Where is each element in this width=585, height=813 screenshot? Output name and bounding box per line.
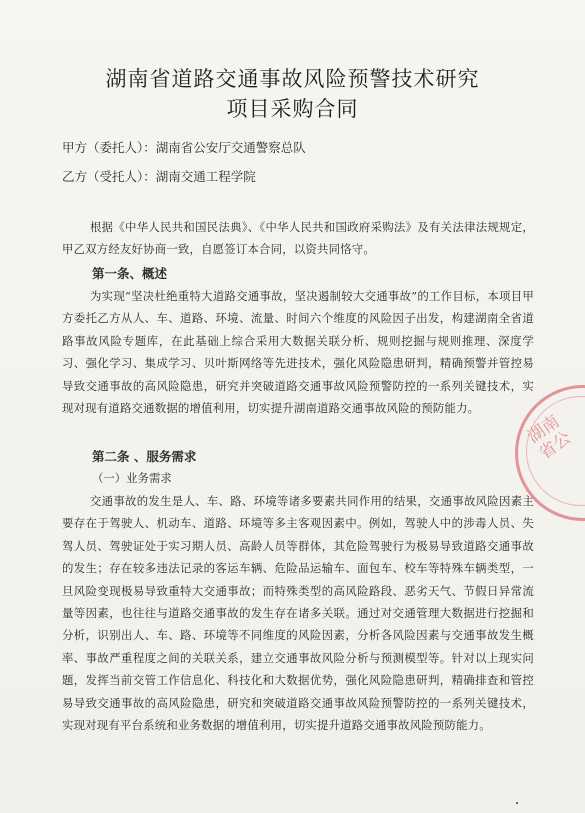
seal-text: 湖南省公 [524, 411, 575, 464]
party-b-name: 湖南交通工程学院 [155, 169, 256, 184]
party-a [62, 138, 306, 156]
section-heading-service-requirements: 第二条 、服务需求 [92, 449, 197, 464]
scan-speck [516, 802, 518, 804]
intro-paragraph: 根据《中华人民共和国民法典》、《中华人民共和国政府采购法》及有关法律法规规定，甲乙双方经友好协商一致，自愿签订本合同，以资共同恪守。 [62, 220, 534, 257]
overview-paragraph: 为实现“坚决杜绝重特大道路交通事故，坚决遏制较大交通事故”的工作目标，本项目甲方委托乙方从人、车、道路、环境、流量、时间六个维度的风险因子出发，构建湖南全省道路事故风险专题库，在此基础上综合采用大数据关联分析、规则挖掘与规则推理、深度学习、强化学习、集成学习、贝叶斯网络等先进技术，强化风险隐患研判，精确预警并管控易导致交通事故的高风险隐患，研究并突破道路交通事故风险预警防控的一系列关键技术，实现对现有道路交通数据的增值利用，切实提升湖南道路交通事故风险的预防能力。 [62, 289, 534, 416]
document-title: 湖南省道路交通事故风险预警技术研究 [105, 67, 480, 91]
party-a-name: 湖南省公安厅交通警察总队 [155, 140, 306, 155]
subheading-business-requirements: （一）业务需求 [92, 471, 172, 485]
section-heading-overview: 第一条、概述 [92, 266, 168, 281]
business-requirements-paragraph: 交通事故的发生是人、车、路、环境等诸多要素共同作用的结果，交通事故风险因素主要存在于驾驶人、机动车、道路、环境等多主客观因素中。例如，驾驶人中的涉毒人员、失驾人员、驾驶证处于实习期人员、高龄人员等群体，其危险驾驶行为极易导致道路交通事故的发生；存在较多违法记录的客运车辆、危险品运输车、面包车、校车等特殊车辆类型，一旦风险变现极易导致重特大交通事故；而特殊类型的高风险路段、恶劣天气、节假日异常流量等因素，也往往与道路交通事故的发生存在诸多关联。通过对交通管理大数据进行挖掘和分析，识别出人、车、路、环境等不同维度的风险因素，分析各风险因素与交通事故发生概率、事故严重程度之间的关联关系，建立交通事故风险分析与预测模型等。针对以上现实问题，发挥当前交管工作信息化、科技化和大数据优势，强化风险隐患研判，精确排查和管控易导致交通事故的高风险隐患，研究和突破道路交通事故风险预警防控的一系列关键技术，实现对现有平台系统和业务数据的增值利用，切实提升道路交通事故风险预防能力。 [62, 494, 534, 733]
party-a-role: 甲方（委托人）： [62, 140, 156, 155]
party-b [62, 167, 256, 185]
document-subtitle: 项目采购合同 [226, 97, 359, 121]
party-b-role: 乙方（受托人）： [62, 169, 156, 184]
